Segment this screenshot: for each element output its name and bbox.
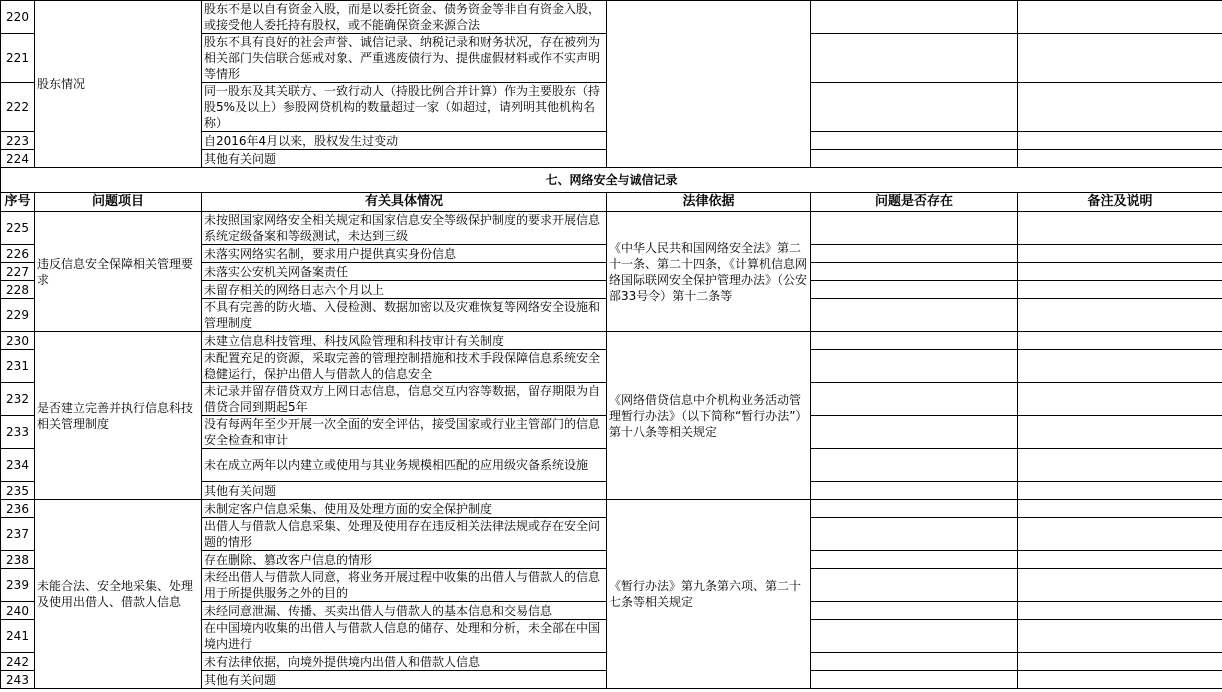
issue-item: 是否建立完善并执行信息科技相关管理制度	[35, 332, 202, 500]
exists-cell[interactable]	[811, 482, 1018, 500]
detail-cell: 未经出借人与借款人同意，将业务开展过程中收集的出借人与借款人的信息用于所提供服务之外的目的	[202, 569, 607, 602]
exists-cell[interactable]	[811, 150, 1018, 168]
exists-cell[interactable]	[811, 332, 1018, 350]
detail-cell: 其他有关问题	[202, 482, 607, 500]
remark-cell[interactable]	[1018, 150, 1222, 168]
exists-cell[interactable]	[811, 671, 1018, 689]
row-number: 234	[1, 449, 35, 482]
header-exists: 问题是否存在	[811, 193, 1018, 212]
remark-cell[interactable]	[1018, 671, 1222, 689]
table-row	[1, 500, 1222, 518]
row-number: 220	[1, 1, 35, 34]
row-number: 239	[1, 569, 35, 602]
remark-cell[interactable]	[1018, 569, 1222, 602]
detail-cell: 未在成立两年以内建立或使用与其业务规模相匹配的应用级灾备系统设施	[202, 449, 607, 482]
remark-cell[interactable]	[1018, 332, 1222, 350]
remark-cell[interactable]	[1018, 653, 1222, 671]
row-number: 238	[1, 551, 35, 569]
remark-cell[interactable]	[1018, 620, 1222, 653]
table-row	[1, 1, 1222, 34]
row-number: 228	[1, 281, 35, 299]
header-item: 问题项目	[35, 193, 202, 212]
exists-cell[interactable]	[811, 263, 1018, 281]
section-title: 七、网络安全与诚信记录	[1, 168, 1222, 193]
remark-cell[interactable]	[1018, 416, 1222, 449]
remark-cell[interactable]	[1018, 1, 1222, 34]
detail-cell: 同一股东及其关联方、一致行动人（持股比例合并计算）作为主要股东（持股5%及以上）参股网贷机构的数量超过一家（如超过，请列明其他机构名称）	[202, 83, 607, 132]
remark-cell[interactable]	[1018, 299, 1222, 332]
remark-cell[interactable]	[1018, 245, 1222, 263]
issue-item: 违反信息安全保障相关管理要求	[35, 212, 202, 332]
section-title-row	[1, 168, 1222, 193]
remark-cell[interactable]	[1018, 518, 1222, 551]
detail-cell: 没有每两年至少开展一次全面的安全评估，接受国家或行业主管部门的信息安全检查和审计	[202, 416, 607, 449]
exists-cell[interactable]	[811, 602, 1018, 620]
exists-cell[interactable]	[811, 132, 1018, 150]
law-cell	[607, 1, 811, 168]
remark-cell[interactable]	[1018, 132, 1222, 150]
row-number: 233	[1, 416, 35, 449]
exists-cell[interactable]	[811, 350, 1018, 383]
law-cell: 《网络借贷信息中介机构业务活动管理暂行办法》（以下简称“暂行办法”）第十八条等相关规定	[607, 332, 811, 500]
exists-cell[interactable]	[811, 551, 1018, 569]
detail-cell: 出借人与借款人信息采集、处理及使用存在违反相关法律法规或存在安全问题的情形	[202, 518, 607, 551]
detail-cell: 未有法律依据，向境外提供境内出借人和借款人信息	[202, 653, 607, 671]
exists-cell[interactable]	[811, 281, 1018, 299]
remark-cell[interactable]	[1018, 449, 1222, 482]
issue-item: 未能合法、安全地采集、处理及使用出借人、借款人信息	[35, 500, 202, 689]
exists-cell[interactable]	[811, 449, 1018, 482]
detail-cell: 未经同意泄漏、传播、买卖出借人与借款人的基本信息和交易信息	[202, 602, 607, 620]
exists-cell[interactable]	[811, 518, 1018, 551]
exists-cell[interactable]	[811, 1, 1018, 34]
row-number: 241	[1, 620, 35, 653]
row-number: 227	[1, 263, 35, 281]
detail-cell: 未落实公安机关网备案责任	[202, 263, 607, 281]
header-num: 序号	[1, 193, 35, 212]
detail-cell: 其他有关问题	[202, 671, 607, 689]
remark-cell[interactable]	[1018, 350, 1222, 383]
remark-cell[interactable]	[1018, 383, 1222, 416]
issue-item: 股东情况	[35, 1, 202, 168]
detail-cell: 未落实网络实名制，要求用户提供真实身份信息	[202, 245, 607, 263]
detail-cell: 其他有关问题	[202, 150, 607, 168]
remark-cell[interactable]	[1018, 212, 1222, 245]
exists-cell[interactable]	[811, 500, 1018, 518]
row-number: 229	[1, 299, 35, 332]
row-number: 242	[1, 653, 35, 671]
exists-cell[interactable]	[811, 653, 1018, 671]
exists-cell[interactable]	[811, 245, 1018, 263]
header-remark: 备注及说明	[1018, 193, 1222, 212]
exists-cell[interactable]	[811, 383, 1018, 416]
remark-cell[interactable]	[1018, 281, 1222, 299]
detail-cell: 未按照国家网络安全相关规定和国家信息安全等级保护制度的要求开展信息系统定级备案和等级测试，未达到三级	[202, 212, 607, 245]
row-number: 225	[1, 212, 35, 245]
row-number: 223	[1, 132, 35, 150]
row-number: 235	[1, 482, 35, 500]
remark-cell[interactable]	[1018, 482, 1222, 500]
exists-cell[interactable]	[811, 620, 1018, 653]
law-cell: 《暂行办法》第九条第六项、第二十七条等相关规定	[607, 500, 811, 689]
row-number: 243	[1, 671, 35, 689]
header-detail: 有关具体情况	[202, 193, 607, 212]
exists-cell[interactable]	[811, 299, 1018, 332]
exists-cell[interactable]	[811, 212, 1018, 245]
row-number: 236	[1, 500, 35, 518]
exists-cell[interactable]	[811, 569, 1018, 602]
detail-cell: 未制定客户信息采集、使用及处理方面的安全保护制度	[202, 500, 607, 518]
row-number: 231	[1, 350, 35, 383]
detail-cell: 未留存相关的网络日志六个月以上	[202, 281, 607, 299]
table-row	[1, 332, 1222, 350]
row-number: 224	[1, 150, 35, 168]
remark-cell[interactable]	[1018, 34, 1222, 83]
detail-cell: 未配置充足的资源，采取完善的管理控制措施和技术手段保障信息系统安全稳健运行，保护出借人与借款人的信息安全	[202, 350, 607, 383]
detail-cell: 未记录并留存借贷双方上网日志信息，信息交互内容等数据，留存期限为自借贷合同到期起5年	[202, 383, 607, 416]
header-law: 法律依据	[607, 193, 811, 212]
remark-cell[interactable]	[1018, 500, 1222, 518]
row-number: 222	[1, 83, 35, 132]
remark-cell[interactable]	[1018, 602, 1222, 620]
detail-cell: 不具有完善的防火墙、入侵检测、数据加密以及灾难恢复等网络安全设施和管理制度	[202, 299, 607, 332]
detail-cell: 在中国境内收集的出借人与借款人信息的储存、处理和分析，未全部在中国境内进行	[202, 620, 607, 653]
remark-cell[interactable]	[1018, 263, 1222, 281]
remark-cell[interactable]	[1018, 83, 1222, 132]
row-number: 237	[1, 518, 35, 551]
law-cell: 《中华人民共和国网络安全法》第二十一条、第二十四条，《计算机信息网络国际联网安全保护管理办法》（公安部33号令）第十二条等	[607, 212, 811, 332]
row-number: 221	[1, 34, 35, 83]
detail-cell: 未建立信息科技管理、科技风险管理和科技审计有关制度	[202, 332, 607, 350]
exists-cell[interactable]	[811, 34, 1018, 83]
header-row	[1, 193, 1222, 212]
detail-cell: 自2016年4月以来，股权发生过变动	[202, 132, 607, 150]
remark-cell[interactable]	[1018, 551, 1222, 569]
detail-cell: 股东不是以自有资金入股，而是以委托资金、债务资金等非自有资金入股，或接受他人委托持有股权，或不能确保资金来源合法	[202, 1, 607, 34]
row-number: 226	[1, 245, 35, 263]
detail-cell: 股东不具有良好的社会声誉、诚信记录、纳税记录和财务状况，存在被列为相关部门失信联合惩戒对象、严重逃废债行为、提供虚假材料或作不实声明等情形	[202, 34, 607, 83]
row-number: 232	[1, 383, 35, 416]
detail-cell: 存在删除、篡改客户信息的情形	[202, 551, 607, 569]
exists-cell[interactable]	[811, 83, 1018, 132]
row-number: 240	[1, 602, 35, 620]
table-row	[1, 212, 1222, 245]
exists-cell[interactable]	[811, 416, 1018, 449]
row-number: 230	[1, 332, 35, 350]
